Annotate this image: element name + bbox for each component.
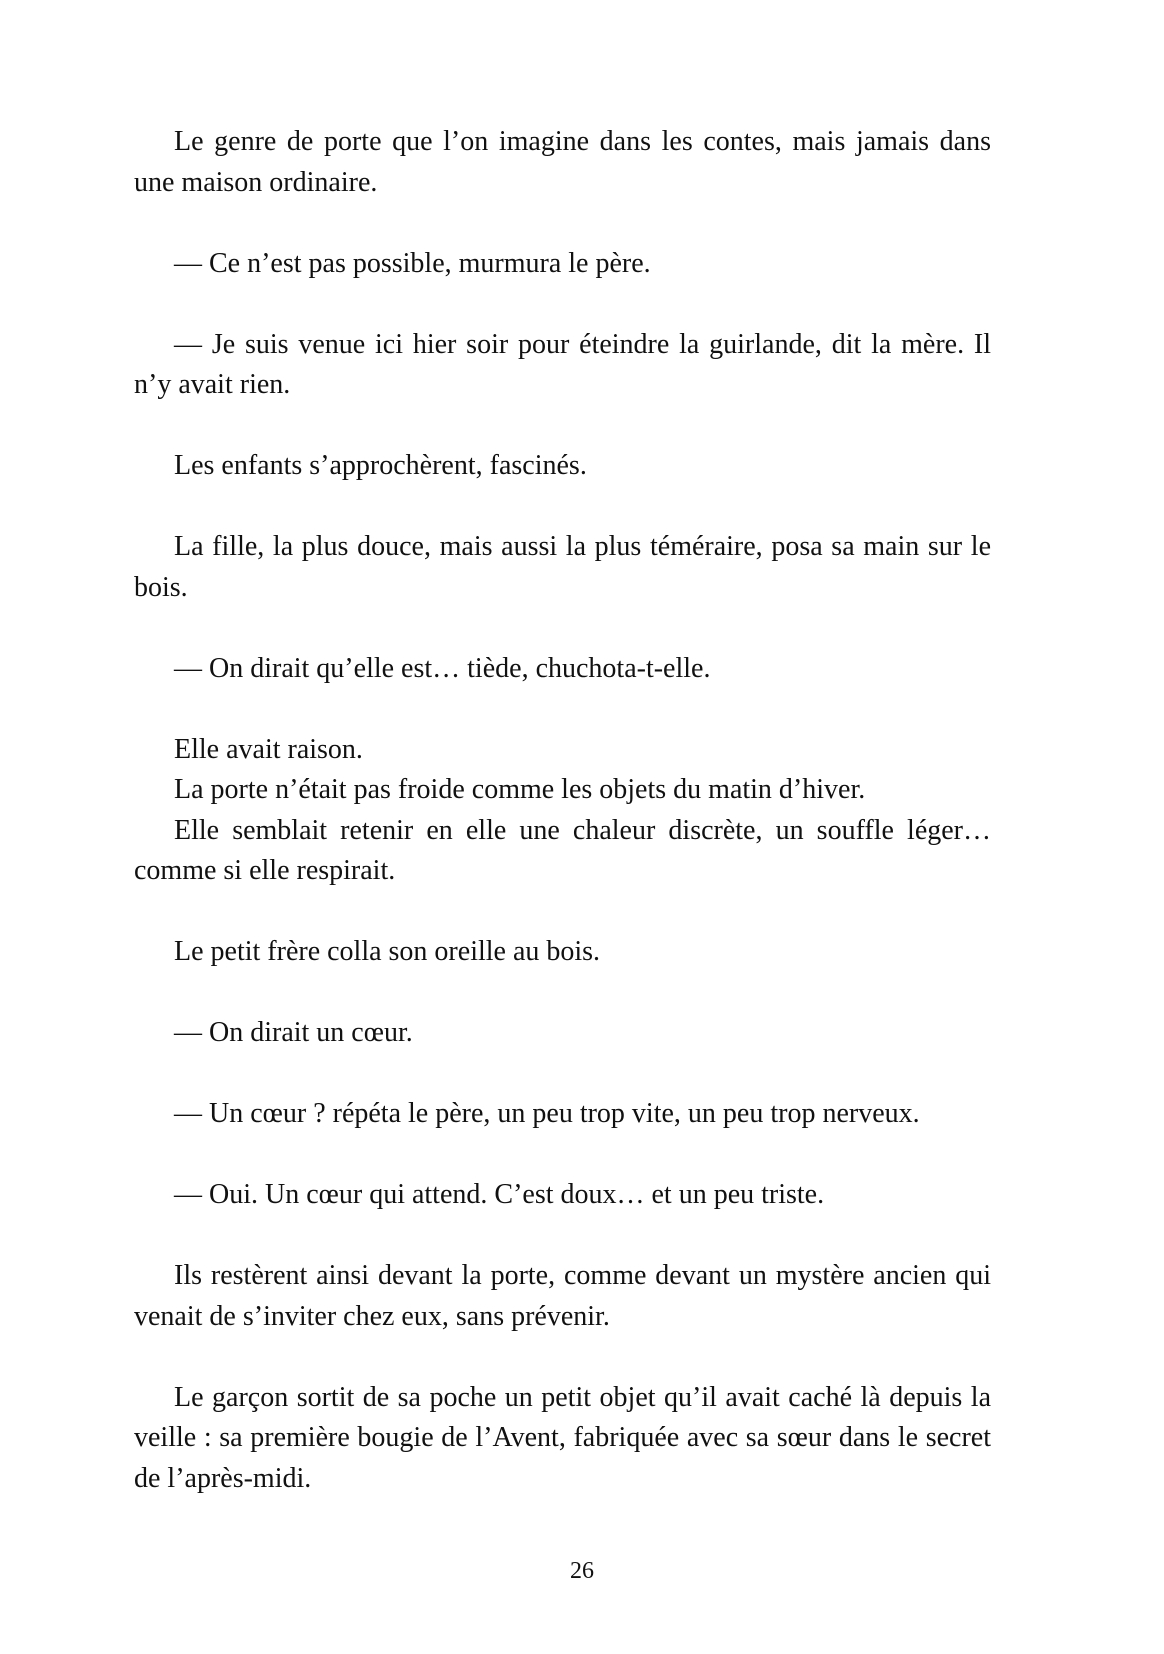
page-body (134, 122, 991, 1499)
paragraph: Ils restèrent ainsi devant la porte, comme devant un mystère ancien qui venait de s’inviter chez eux, sans prévenir. (134, 1260, 991, 1332)
paragraph: La porte n’était pas froide comme les objets du matin d’hiver. (174, 774, 866, 805)
page-number: 26 (570, 1558, 594, 1584)
dialogue-line: — Un cœur ? répéta le père, un peu trop vite, un peu trop nerveux. (174, 1098, 920, 1129)
paragraph: Elle avait raison. (174, 733, 363, 765)
paragraph: Le petit frère colla son oreille au bois. (174, 936, 601, 967)
dialogue-line: — Ce n’est pas possible, murmura le père. (174, 247, 651, 279)
paragraph: Le garçon sortit de sa poche un petit objet qu’il avait caché là depuis la veille : sa première bougie de l’Avent, fabriquée avec sa sœur dans le secret de l’après-midi. (134, 1381, 991, 1494)
dialogue-line: — Oui. Un cœur qui attend. C’est doux… et un peu triste. (174, 1179, 825, 1210)
paragraph: Les enfants s’approchèrent, fascinés. (174, 450, 587, 481)
dialogue-line: — On dirait un cœur. (174, 1017, 413, 1048)
dialogue-line: — On dirait qu’elle est… tiède, chuchota-t-elle. (174, 652, 711, 684)
paragraph: La fille, la plus douce, mais aussi la plus téméraire, posa sa main sur le bois. (134, 531, 991, 603)
paragraph: Elle semblait retenir en elle une chaleur discrète, un souffle léger… comme si elle respirait. (134, 814, 991, 886)
paragraph: Le genre de porte que l’on imagine dans les contes, mais jamais dans une maison ordinaire. (134, 126, 991, 198)
dialogue-line: — Je suis venue ici hier soir pour éteindre la guirlande, dit la mère. Il n’y avait rien. (134, 328, 991, 400)
